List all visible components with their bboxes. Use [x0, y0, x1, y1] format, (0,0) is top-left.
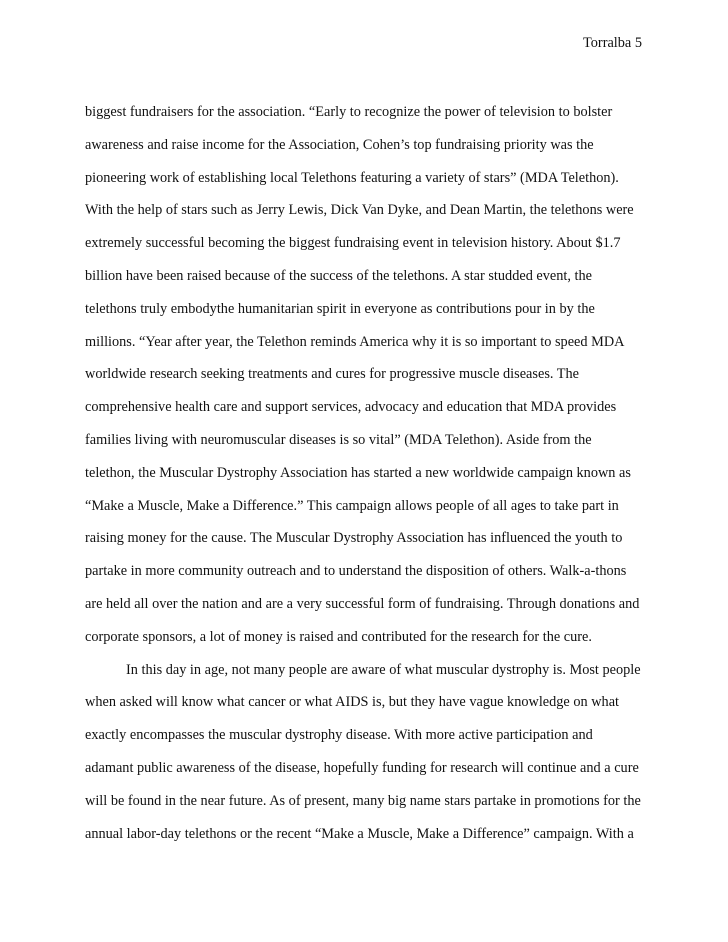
- text-line: telethons truly embodythe humanitarian spirit in everyone as contributions pour in by the: [85, 300, 595, 317]
- text-line: annual labor-day telethons or the recent “Make a Muscle, Make a Difference” campaign. With a: [85, 825, 634, 842]
- text-line: worldwide research seeking treatments and cures for progressive muscle diseases. The: [85, 366, 579, 383]
- text-line: are held all over the nation and are a very successful form of fundraising. Through donations and: [85, 595, 640, 612]
- text-line: billion have been raised because of the success of the telethons. A star studded event, the: [85, 267, 592, 284]
- text-line: “Make a Muscle, Make a Difference.” This campaign allows people of all ages to take part in: [85, 497, 619, 514]
- text-line: telethon, the Muscular Dystrophy Association has started a new worldwide campaign known as: [85, 464, 631, 481]
- text-line: corporate sponsors, a lot of money is raised and contributed for the research for the cure.: [85, 628, 592, 645]
- text-line: awareness and raise income for the Association, Cohen’s top fundraising priority was the: [85, 136, 594, 153]
- text-line: families living with neuromuscular diseases is so vital” (MDA Telethon). Aside from the: [85, 431, 592, 448]
- text-line: With the help of stars such as Jerry Lewis, Dick Van Dyke, and Dean Martin, the telethons were: [85, 202, 634, 219]
- text-line: when asked will know what cancer or what AIDS is, but they have vague knowledge on what: [85, 694, 620, 711]
- text-line: pioneering work of establishing local Telethons featuring a variety of stars” (MDA Telethon).: [85, 169, 619, 186]
- text-line: raising money for the cause. The Muscular Dystrophy Association has influenced the youth to: [85, 530, 623, 547]
- body-text: [85, 103, 645, 857]
- paragraph-start-line: In this day in age, not many people are aware of what muscular dystrophy is. Most people: [126, 661, 641, 678]
- text-line: comprehensive health care and support services, advocacy and education that MDA provides: [85, 399, 617, 416]
- text-line: extremely successful becoming the biggest fundraising event in television history. About $1.7: [85, 235, 621, 252]
- text-line: partake in more community outreach and to understand the disposition of others. Walk-a-thons: [85, 563, 627, 580]
- text-line: will be found in the near future. As of present, many big name stars partake in promotions for the: [85, 792, 641, 809]
- text-line: exactly encompasses the muscular dystrophy disease. With more active participation and: [85, 727, 593, 744]
- text-line: biggest fundraisers for the association. “Early to recognize the power of television to bolster: [85, 104, 613, 120]
- running-header: Torralba 5: [583, 35, 642, 51]
- text-line: adamant public awareness of the disease, hopefully funding for research will continue and a cure: [85, 759, 639, 776]
- text-line: millions. “Year after year, the Telethon reminds America why it is so important to speed MDA: [85, 333, 625, 350]
